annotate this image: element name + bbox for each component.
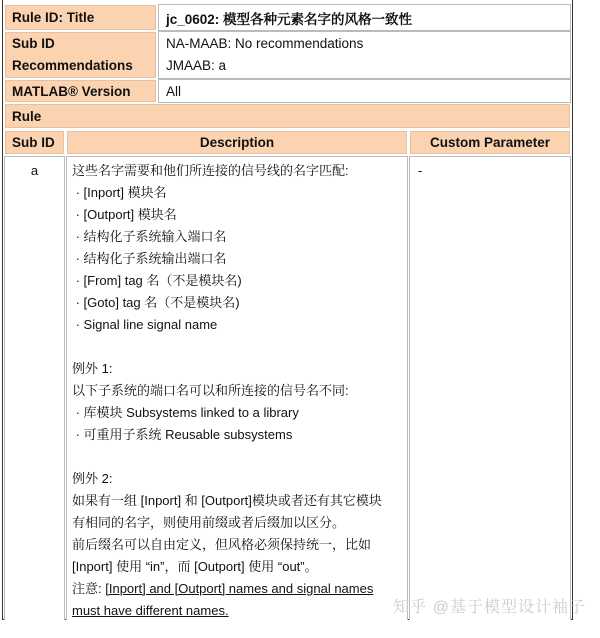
description-line: [Inport] 使用 “in”，而 [Outport] 使用 “out”。 — [72, 559, 318, 574]
description-line: · 可重用子系统 Reusable subsystems — [72, 427, 293, 442]
description-line: 这些名字需要和他们所连接的信号线的名字匹配: — [72, 163, 349, 178]
rule-description — [66, 156, 408, 620]
subid-value-line: NA-MAAB: No recommendations — [166, 36, 364, 51]
header-description: Description — [66, 130, 408, 155]
custom-parameter-value: - — [418, 163, 423, 178]
description-line: · 结构化子系统输入端口名 — [72, 229, 227, 244]
title-label: Rule ID: Title — [4, 4, 157, 31]
description-line — [72, 336, 407, 358]
description-line: · [From] tag 名（不是模块名) — [72, 273, 242, 288]
description-line: 如果有一组 [Inport] 和 [Outport]模块或者还有其它模块 — [72, 493, 382, 508]
subid-label-line: Sub ID — [12, 36, 55, 51]
title-value: jc_0602: 模型各种元素名字的风格一致性 — [158, 4, 571, 31]
matlab-value: All — [158, 79, 571, 103]
description-line: · Signal line signal name — [72, 317, 218, 332]
rule-section-header: Rule — [4, 103, 571, 129]
subid-label — [4, 31, 157, 79]
subid-value-line: JMAAB: a — [166, 58, 227, 73]
description-line: · 结构化子系统输出端口名 — [72, 251, 227, 266]
description-line: · [Outport] 模块名 — [72, 207, 177, 222]
description-line: 前后缀名可以自由定义，但风格必须保持统一，比如 — [72, 537, 372, 552]
note-prefix: 注意: — [72, 581, 106, 596]
note-line — [72, 578, 407, 600]
description-line: 有相同的名字，则使用前缀或者后缀加以区分。 — [72, 515, 346, 530]
rule-sub-id — [4, 156, 65, 620]
description-line — [72, 446, 407, 468]
description-line: 例外 2: — [72, 471, 113, 486]
description-line: · 库模块 Subsystems linked to a library — [72, 405, 299, 420]
header-sub-id: Sub ID — [4, 130, 65, 155]
note-text: must have different names. — [72, 603, 229, 618]
subid-label-line: Recommendations — [12, 58, 133, 73]
description-line: 以下子系统的端口名可以和所连接的信号名不同: — [72, 383, 349, 398]
header-custom-parameter: Custom Parameter — [409, 130, 571, 155]
watermark: 知乎 @基于模型设计袖子 — [393, 599, 586, 616]
subid-value — [158, 31, 571, 79]
rule-custom-parameter — [409, 156, 571, 620]
matlab-label: MATLAB® Version — [4, 79, 157, 103]
description-line: · [Inport] 模块名 — [72, 185, 167, 200]
description-line: 例外 1: — [72, 361, 113, 376]
note-text: [Inport] and [Outport] names and signal names — [105, 581, 374, 596]
description-line: · [Goto] tag 名（不是模块名) — [72, 295, 240, 310]
sub-id-value: a — [30, 163, 39, 178]
